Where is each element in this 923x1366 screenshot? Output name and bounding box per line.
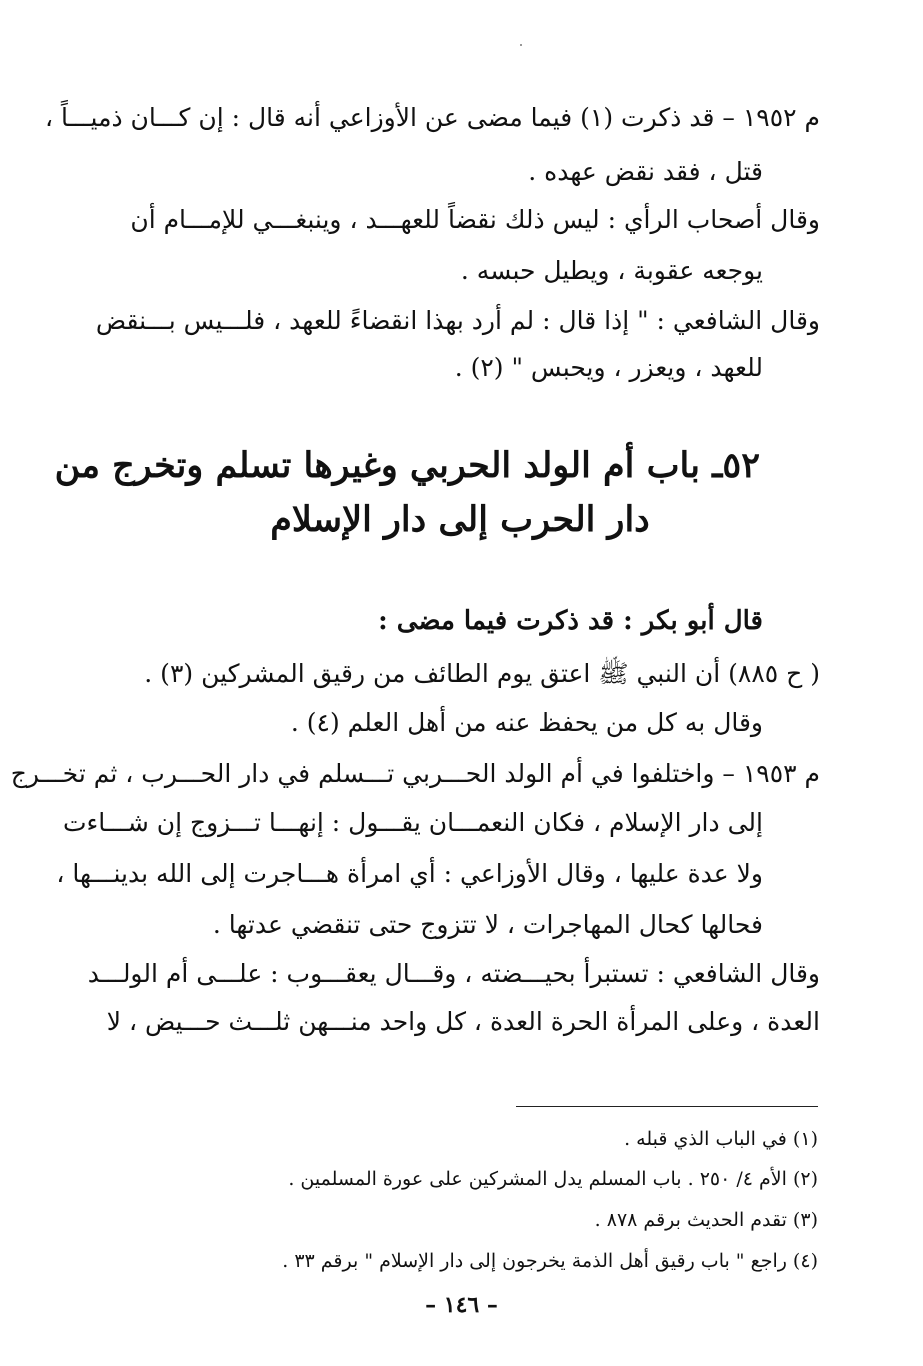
page-number: – ١٤٦ –: [425, 1292, 498, 1318]
para-1952-line-2: قتل ، فقد نقض عهده .: [528, 157, 763, 186]
para-1953-line-1: م ١٩٥٣ – واختلفوا في أم الولد الحـــربي تـــسلم في دار الحـــرب ، ثم تخـــرج: [10, 759, 820, 788]
para-1953-line-4: فحالها كحال المهاجرات ، لا تتزوج حتى تنقضي عدتها .: [212, 910, 763, 939]
para-1952-line-3: وقال أصحاب الرأي : ليس ذلك نقضاً للعهـــد ، وينبغـــي للإمـــام أن: [130, 205, 820, 234]
abu-bakr-intro: قال أبو بكر : قد ذكرت فيما مضى :: [378, 606, 763, 636]
chapter-title-line-1: ٥٢ـ باب أم الولد الحربي وغيرها تسلم وتخرج من: [54, 445, 760, 486]
footnote-3: (٣) تقدم الحديث برقم ٨٧٨ .: [594, 1209, 818, 1231]
scan-speck: [520, 44, 522, 46]
para-1952-line-5: وقال الشافعي : " إذا قال : لم أرد بهذا انقضاءً للعهد ، فلـــيس بـــنقض: [95, 306, 820, 335]
hadith-885: ( ح ٨٨٥) أن النبي ﷺ اعتق يوم الطائف من رقيق المشركين (٣) .: [144, 659, 820, 688]
footnote-2: (٢) الأم ٤/ ٢٥٠ . باب المسلم يدل المشركين على عورة المسلمين .: [288, 1168, 818, 1190]
para-1953-line-3: ولا عدة عليها ، وقال الأوزاعي : أي امرأة هـــاجرت إلى الله بدينـــها ،: [56, 859, 763, 888]
para-1953-line-2: إلى دار الإسلام ، فكان النعمـــان يقـــول : إنهـــا تـــزوج إن شـــاءت: [62, 808, 763, 837]
scholars-agreement: وقال به كل من يحفظ عنه من أهل العلم (٤) .: [290, 708, 763, 737]
shafii-line-2: العدة ، وعلى المرأة الحرة العدة ، كل واحد منـــهن ثلـــث حـــيض ، لا: [106, 1007, 820, 1036]
para-1952-line-1: م ١٩٥٢ – قد ذكرت (١) فيما مضى عن الأوزاعي أنه قال : إن كـــان ذميـــاً ،: [44, 103, 820, 132]
footnote-1: (١) في الباب الذي قبله .: [624, 1128, 818, 1150]
chapter-title-line-2: دار الحرب إلى دار الإسلام: [270, 499, 650, 540]
shafii-line-1: وقال الشافعي : تستبرأ بحيـــضته ، وقـــال يعقـــوب : علـــى أم الولـــد: [87, 959, 820, 988]
para-1952-line-6: للعهد ، ويعزر ، ويحبس " (٢) .: [454, 353, 763, 382]
para-1952-line-4: يوجعه عقوبة ، ويطيل حبسه .: [460, 256, 763, 285]
footnote-separator: [516, 1106, 818, 1107]
footnote-4: (٤) راجع " باب رقيق أهل الذمة يخرجون إلى دار الإسلام " برقم ٣٣ .: [282, 1250, 818, 1272]
